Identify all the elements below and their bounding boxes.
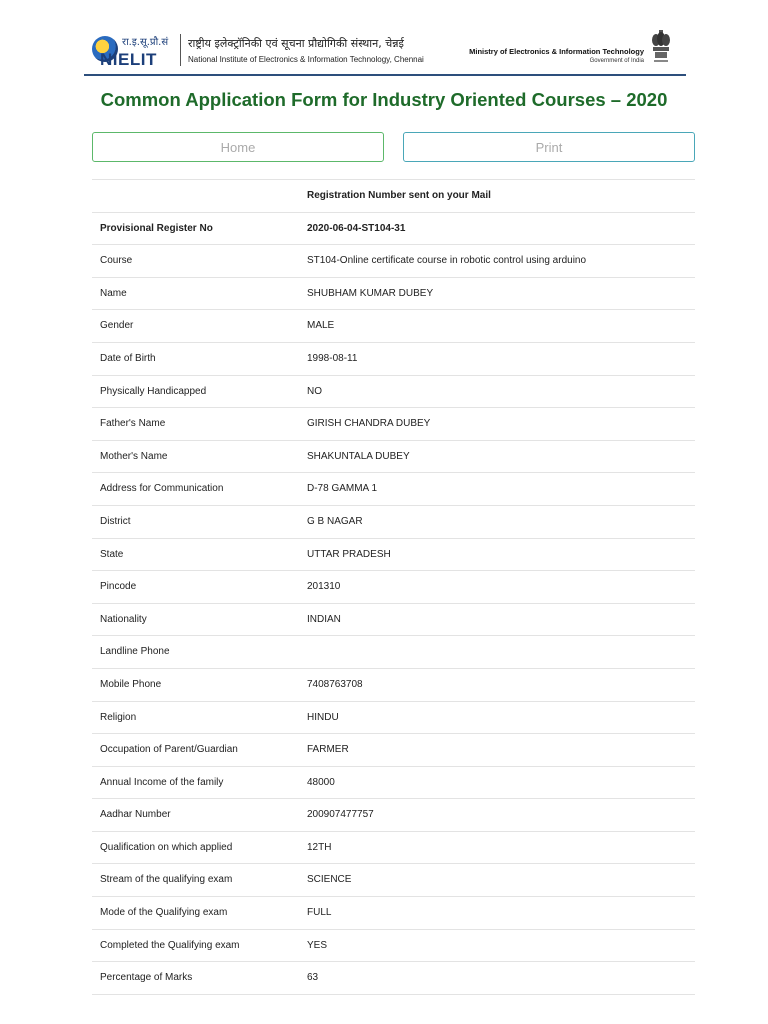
table-row xyxy=(92,734,695,767)
print-button[interactable]: Print xyxy=(403,132,695,162)
table-row xyxy=(92,897,695,930)
logo-hindi-text: रा.इ.सू.प्रौ.सं xyxy=(122,37,169,48)
page-title: Common Application Form for Industry Oriented Courses – 2020 xyxy=(100,89,668,110)
row-value: FARMER xyxy=(307,744,349,756)
row-value: YES xyxy=(307,939,328,951)
table-row xyxy=(92,962,695,995)
row-label: Name xyxy=(100,287,127,299)
row-label: Nationality xyxy=(100,613,147,625)
table-row xyxy=(92,539,695,572)
row-value: SHUBHAM KUMAR DUBEY xyxy=(307,287,434,299)
row-label: Mother's Name xyxy=(100,450,168,462)
row-value: G B NAGAR xyxy=(307,515,363,527)
row-label: Mode of the Qualifying exam xyxy=(100,907,228,919)
row-value: 7408763708 xyxy=(307,678,363,690)
row-value: 200907477757 xyxy=(307,809,374,821)
national-emblem-icon xyxy=(650,28,672,68)
row-value: 48000 xyxy=(307,776,335,788)
row-value: 2020-06-04-ST104-31 xyxy=(307,222,406,234)
row-value: SHAKUNTALA DUBEY xyxy=(307,450,410,462)
table-row xyxy=(92,376,695,409)
row-value: NO xyxy=(307,385,322,397)
table-row xyxy=(92,473,695,506)
table-row xyxy=(92,571,695,604)
table-row xyxy=(92,864,695,897)
government-name: Government of India xyxy=(589,58,644,64)
table-row xyxy=(92,506,695,539)
ministry-name: Ministry of Electronics & Information Technology xyxy=(469,47,644,56)
banner-divider xyxy=(180,34,181,66)
table-row xyxy=(92,702,695,735)
nielit-logo xyxy=(88,28,170,70)
row-label: Aadhar Number xyxy=(100,809,171,821)
row-value: 63 xyxy=(307,972,319,984)
header-banner xyxy=(84,24,686,76)
registration-note: Registration Number sent on your Mail xyxy=(307,190,491,201)
row-value: HINDU xyxy=(307,711,339,723)
row-value: 12TH xyxy=(307,841,332,853)
row-label: Annual Income of the family xyxy=(100,776,224,788)
table-row xyxy=(92,245,695,278)
table-row xyxy=(92,213,695,246)
row-label: District xyxy=(100,515,131,527)
table-row xyxy=(92,604,695,637)
table-row xyxy=(92,310,695,343)
row-value: D-78 GAMMA 1 xyxy=(307,483,378,495)
logo-text: NIELIT xyxy=(100,50,157,69)
row-label: Religion xyxy=(100,711,137,723)
row-value: FULL xyxy=(307,907,332,919)
row-label: Landline Phone xyxy=(100,646,170,658)
institute-name-hindi: राष्ट्रीय इलेक्ट्रॉनिकी एवं सूचना प्रौद्योगिकी संस्थान, चेन्नई xyxy=(188,37,404,50)
table-row xyxy=(92,767,695,800)
row-label: State xyxy=(100,548,124,560)
row-label: Qualification on which applied xyxy=(100,841,233,853)
row-label: Gender xyxy=(100,320,134,332)
row-value: 201310 xyxy=(307,581,341,593)
table-row xyxy=(92,636,695,669)
row-label: Course xyxy=(100,255,133,267)
row-label: Address for Communication xyxy=(100,483,224,495)
row-value: 1998-08-11 xyxy=(307,352,358,364)
row-label: Physically Handicapped xyxy=(100,385,207,397)
row-value: SCIENCE xyxy=(307,874,352,886)
row-value: MALE xyxy=(307,320,335,332)
row-label: Provisional Register No xyxy=(100,222,213,234)
table-row xyxy=(92,408,695,441)
institute-name-english: National Institute of Electronics & Information Technology, Chennai xyxy=(188,55,424,64)
row-label: Father's Name xyxy=(100,418,166,430)
table-row xyxy=(92,669,695,702)
row-label: Mobile Phone xyxy=(100,678,162,690)
row-label: Stream of the qualifying exam xyxy=(100,874,233,886)
table-row xyxy=(92,343,695,376)
row-label: Pincode xyxy=(100,581,137,593)
row-value: UTTAR PRADESH xyxy=(307,548,391,560)
row-label: Occupation of Parent/Guardian xyxy=(100,744,238,756)
row-label: Completed the Qualifying exam xyxy=(100,939,240,951)
table-header-row xyxy=(92,180,695,213)
table-row xyxy=(92,930,695,963)
table-row xyxy=(92,799,695,832)
row-label: Date of Birth xyxy=(100,352,156,364)
row-value: ST104-Online certificate course in robotic control using arduino xyxy=(307,255,587,267)
row-label: Percentage of Marks xyxy=(100,972,193,984)
table-row xyxy=(92,832,695,865)
table-row xyxy=(92,441,695,474)
table-row xyxy=(92,278,695,311)
row-value: INDIAN xyxy=(307,613,341,625)
row-value: GIRISH CHANDRA DUBEY xyxy=(307,418,431,430)
registration-table xyxy=(92,179,695,995)
home-button[interactable]: Home xyxy=(92,132,384,162)
